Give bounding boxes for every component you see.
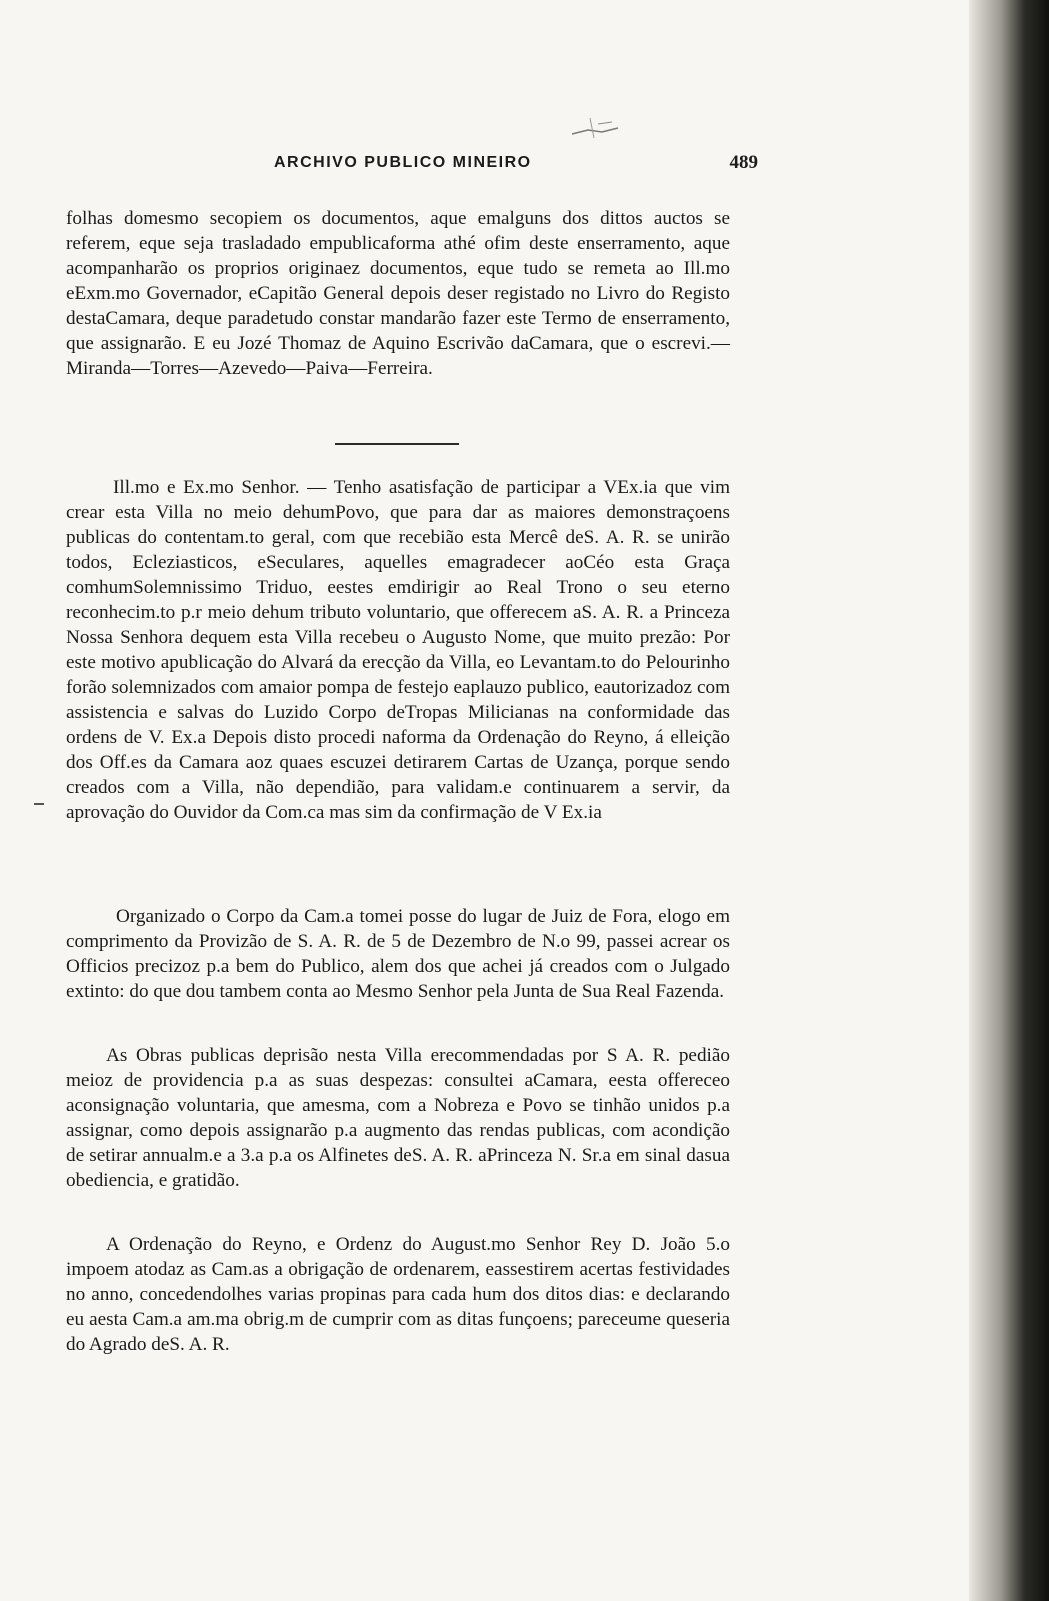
paragraph-organizado: Organizado o Corpo da Cam.a tomei posse do lugar de Juiz de Fora, elogo em comprimento da Provizão de S. A. R. de 5 de Dezembro de N.o 99, passei acrear os Officios precizoz p.a bem do Publico, alem dos que achei já creados com o Julgado extinto: do que dou tambem conta ao Mesmo Senhor pela Junta de Sua Real Fazenda.	[66, 906, 730, 1002]
page-header	[274, 154, 758, 176]
margin-mark	[34, 803, 44, 805]
page-number: 489	[729, 152, 758, 173]
paragraph-ordenacao: A Ordenação do Reyno, e Ordenz do August.mo Senhor Rey D. João 5.o impoem atodaz as Cam.as a obrigação de ordenarem, eassestirem acertas festividades no anno, concedendolhes varias propinas para cada hum dos ditos dias: e declarando eu aesta Cam.a am.ma obrig.m de cumprir com as ditas funçoens; pareceume queseria do Agrado deS. A. R.	[66, 1234, 730, 1355]
scan-binding-shadow	[969, 0, 1049, 1601]
paragraph-letter-opening: Ill.mo e Ex.mo Senhor. — Tenho asatisfação de participar a VEx.ia que vim crear esta Villa no meio dehumPovo, que para dar as maiores demonstraçoens publicas do contentam.to geral, com que recebião esta Mercê deS. A. R. se unirão todos, Ecleziasticos, eSeculares, aquelles emagradecer aoCéo esta Graça comhumSolemnissimo Triduo, eestes emdirigir ao Real Trono o seu eterno reconhecim.to p.r meio dehum tributo voluntario, que offerecem aS. A. R. a Princeza Nossa Senhora dequem esta Villa recebeu o Augusto Nome, que muito prezão: Por este motivo apublicação do Alvará da erecção da Villa, eo Levantam.to do Pelourinho forão solemnizados com amaior pompa de festejo eaplauzo publico, eautorizadoz com assistencia e salvas do Luzido Corpo deTropas Milicianas na conformidade das ordens de V. Ex.a Depois disto procedi naforma da Ordenação do Reyno, á elleição dos Off.es da Camara aoz quaes escuzei detirarem Cartas de Uzança, porque sendo creados com a Villa, não dependião, para validam.e continuarem a servir, da aprovação do Ouvidor da Com.ca mas sim da confirmação de V Ex.ia	[66, 477, 730, 823]
running-title: ARCHIVO PUBLICO MINEIRO	[274, 154, 532, 171]
paragraph-obras-publicas: As Obras publicas deprisão nesta Villa erecommendadas por S A. R. pedião meioz de providencia p.a as suas despezas: consultei aCamara, eesta offereceo aconsignação voluntaria, que amesma, com a Nobreza e Povo se tinhão unidos p.a assignar, como depois assignarão p.a augmento das rendas publicas, com acondição de setirar annualm.e a 3.a p.a os Alfinetes deS. A. R. aPrinceza N. Sr.a em sinal dasua obediencia, e gratidão.	[66, 1045, 730, 1191]
paragraph-enserramento: folhas domesmo secopiem os documentos, aque emalguns dos dittos auctos se referem, eque seja trasladado empublicaforma athé ofim deste enserramento, aque acompanharão os proprios originaez documentos, eque tudo se remeta ao Ill.mo eExm.mo Governador, eCapitão General depois deser registado no Livro do Registo destaCamara, deque paradetudo constar mandarão fazer este Termo de enserramento, que assignarão. E eu Jozé Thomaz de Aquino Escrivão daCamara, que o escrevi.—Miranda—Torres—Azevedo—Paiva—Ferreira.	[66, 208, 730, 379]
section-divider	[335, 443, 459, 445]
ink-smudge-icon	[568, 112, 624, 142]
